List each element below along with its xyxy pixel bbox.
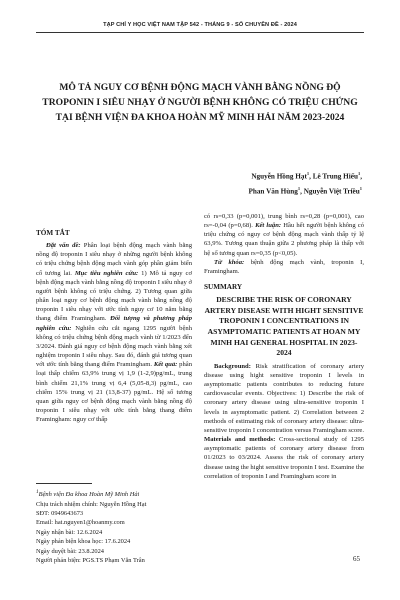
journal-header: TẠP CHÍ Y HỌC VIỆT NAM TẬP 542 - THÁNG 9 - SỐ CHUYÊN ĐỀ - 2024 xyxy=(103,22,297,28)
methods-label: Đối tượng và phương pháp nghiên cứu: xyxy=(36,315,193,332)
keywords-text: bệnh động mạch vành, troponin I, Framingham. xyxy=(204,258,364,275)
english-title: DESCRIBE THE RISK OF CORONARY ARTERY DISEASE WITH HIGHT SENSITIVE TROPONIN I CONCENTRATIONS IN ASYMPTOMATIC PATIENTS AT HOAN MY MINH HAI GENERAL HOSPITAL IN 2023-2024 xyxy=(204,295,364,358)
keywords xyxy=(204,258,364,276)
abstract-vi-column xyxy=(36,229,192,424)
abstract-vi-heading: TÓM TẮT xyxy=(36,229,70,237)
phone-number: SĐT: 0949643673 xyxy=(36,509,84,517)
author-separator: , xyxy=(360,172,362,181)
background-en-label: Background: xyxy=(214,362,251,370)
footnote-rule xyxy=(36,483,92,484)
author-name: Phan Văn Hùng xyxy=(248,186,298,195)
footnotes xyxy=(36,488,196,565)
author-affiliation-marker: 1 xyxy=(297,185,301,191)
reviewer-name: Người phản biện: PGS.TS Phạm Văn Trân xyxy=(36,556,145,564)
affiliation-marker: 1 xyxy=(36,489,39,495)
background-label: Đặt vấn đề: xyxy=(46,242,81,250)
results-text: phân loại thấp chiếm 63,9% trung vị 1,9 (1-2,9)pg/mL, trung bình chiếm 21,1% trung vị 6,4 (5,05-8,3) pg/mL, cao chiếm 15% trung vị 21 (13,8-37) pg/mL. Hệ số tương quan giữa nguy cơ bệnh động mạch vành bằng nồng độ troponin I siêu nhạy với ước tính bằng thang điểm Framingham: nguy cơ thấp xyxy=(36,361,192,424)
abstract-en-body xyxy=(204,362,364,481)
background-en-text: Risk stratification of coronary artery disease using hight sensitive troponin I levels in asymptomatic patients contributes to reducing future cardiovascular events. Objectives: 1) Describe the risk of coronary artery disease using ultra-sensitive troponin I levels in asymptomatic patient. 2) Correlation between 2 methods of estimating risk of coronary artery disease: ultra-sensitive troponin I concentration versus Framingham score. xyxy=(204,362,364,434)
author-line-2 xyxy=(142,183,362,198)
background-text: Phân loại bệnh động mạch vành bằng nồng độ troponin I siêu nhạy ở những người bệnh không có triệu chứng bệnh động mạch vành góp phần giảm biến cố tương lai. xyxy=(36,242,192,277)
abstract-vi-continued xyxy=(204,212,364,258)
email-address: Email: hat.nguyen1@hoanmy.com xyxy=(36,519,125,527)
methods-text: Nghiên cứu cắt ngang 1295 người bệnh không có triệu chứng bệnh động mạch vành từ 1/2023 đến 3/2024. Đánh giá nguy cơ bệnh động mạch vành bằng xét nghiệm troponin I siêu nhạy. Sau đó, đánh giá tương quan với ước tính bằng thang điểm Framingham. xyxy=(36,324,192,369)
methods-en-label: Materials and methods: xyxy=(204,436,276,444)
header-rule xyxy=(36,32,364,33)
author-affiliation-marker: 1 xyxy=(306,171,310,176)
results-text-continued: có rs=0,33 (p=0,001), trung bình rs=0,28 (p=0,001), cao rs=-0,04 (p=0,68). xyxy=(204,213,364,230)
author-affiliation-marker: 1 xyxy=(359,185,362,191)
aim-text: 1) Mô tả nguy cơ bệnh động mạch vành bằng nồng độ troponin I siêu nhạy ở người bệnh không có triệu chứng. 2) Tương quan giữa phân loại nguy cơ bệnh động mạch vành bằng nồng độ troponin I siêu nhạy với ước tính nguy cơ 10 năm bằng thang điểm Framingham. xyxy=(36,269,192,323)
keywords-label: Từ khóa: xyxy=(214,258,245,266)
affiliation-text: Bệnh viện Đa khoa Hoàn Mỹ Minh Hải xyxy=(38,491,140,499)
author-name: , Nguyễn Việt Triều xyxy=(300,186,360,195)
corresponding-author: Chịu trách nhiệm chính: Nguyễn Hồng Hạt xyxy=(36,500,147,508)
author-list xyxy=(142,168,362,197)
conclusion-text: Hầu hết người bệnh không có triệu chứng có nguy cơ bệnh động mạch vành thấp tỷ lệ 63,9%. Tương quan thuận giữa 2 phương pháp là thấp với hệ số tương quan rs=0,35 (p<0,05). xyxy=(204,222,365,257)
date-reviewed: Ngày phản biện khoa học: 17.6.2024 xyxy=(36,538,131,546)
abstract-right-column xyxy=(204,212,364,481)
author-name: Nguyễn Hồng Hạt xyxy=(251,172,307,181)
conclusion-label: Kết luận: xyxy=(255,222,282,230)
methods-en-text: Cross-sectional study of 1295 asymptomatic patients of coronary artery disease from 01/2023 to 03/2024. Assess the risk of coronary artery disease using the hight sensitive troponin I test. Examine the correlation of troponin I and Framingham score in xyxy=(204,436,364,480)
date-accepted: Ngày duyệt bài: 23.8.2024 xyxy=(36,547,104,555)
aim-label: Mục tiêu nghiên cứu: xyxy=(74,269,139,277)
author-name: , Lê Trung Hiếu xyxy=(309,172,358,181)
author-affiliation-marker: 1 xyxy=(357,171,361,176)
page-number: 65 xyxy=(353,555,360,563)
affiliation-note xyxy=(36,488,196,500)
abstract-vi-body xyxy=(36,241,192,424)
results-label: Kết quả: xyxy=(153,361,178,369)
article-title: MÔ TẢ NGUY CƠ BỆNH ĐỘNG MẠCH VÀNH BẰNG NỒNG ĐỘ TROPONIN I SIÊU NHẠY Ở NGƯỜI BỆNH KHÔNG CÓ TRIỆU CHỨNG TẠI BỆNH VIỆN ĐA KHOA HOÀN MỸ MINH HẢI NĂM 2023-2024 xyxy=(42,82,358,124)
date-received: Ngày nhận bài: 12.6.2024 xyxy=(36,528,103,536)
author-line-1 xyxy=(142,168,362,183)
summary-heading: SUMMARY xyxy=(204,283,243,292)
